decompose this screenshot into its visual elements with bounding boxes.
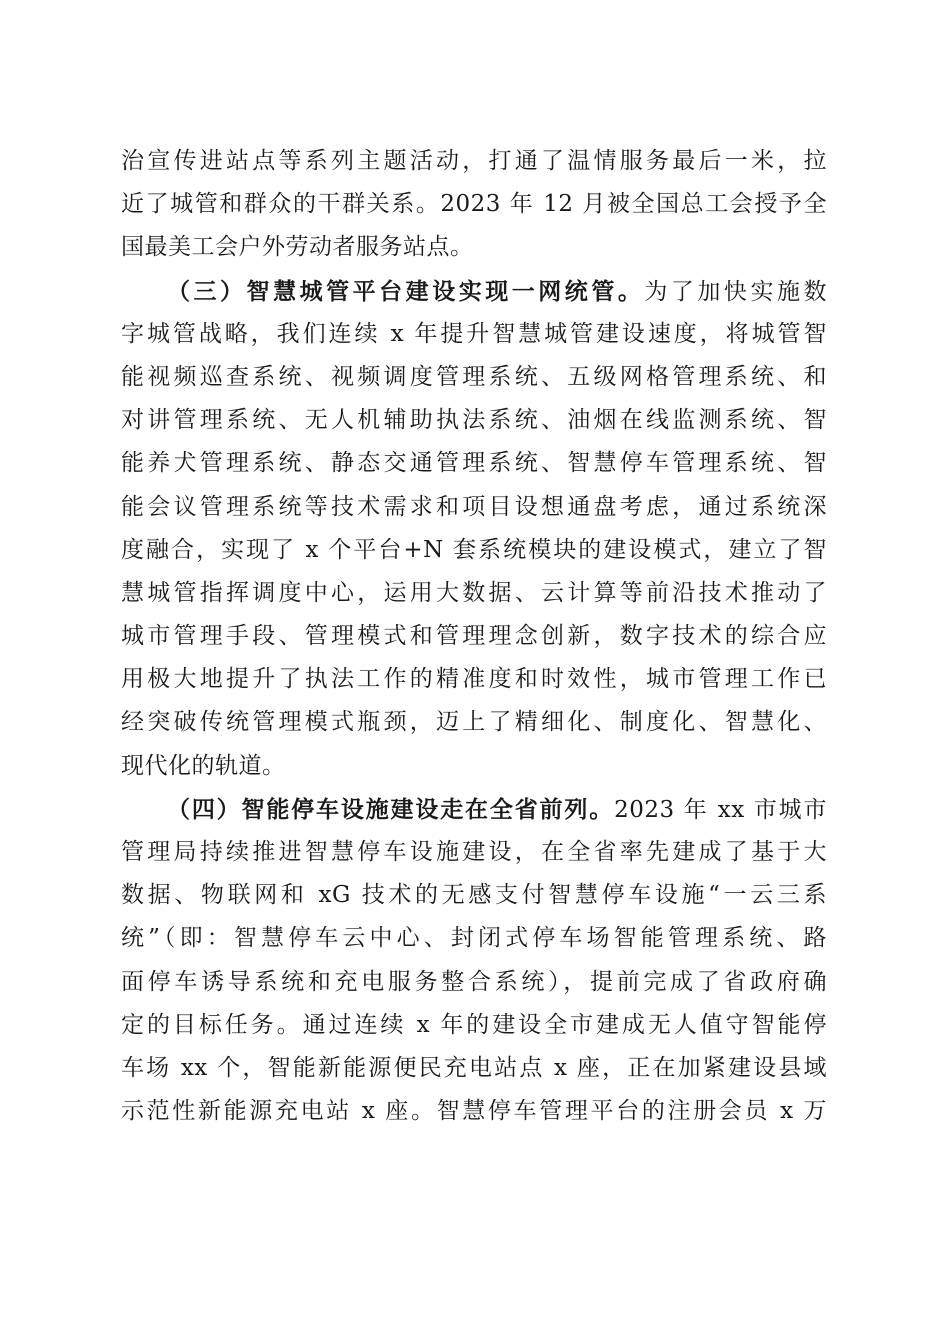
text-line: 统”（即：智慧停车云中心、封闭式停车场智能管理系统、路 bbox=[121, 925, 827, 952]
text-line: 车场 xx 个，智能新能源便民充电站点 x 座，正在加紧建设县域 bbox=[121, 1054, 827, 1081]
text-line: 慧城管指挥调度中心，运用大数据、云计算等前沿技术推动了 bbox=[121, 579, 827, 606]
text-line: 度融合，实现了 x 个平台+N 套系统模块的建设模式，建立了智 bbox=[121, 536, 827, 563]
text-line: 近了城管和群众的干群关系。2023 年 12 月被全国总工会授予全 bbox=[121, 191, 827, 218]
paragraph-smart-city-platform bbox=[121, 270, 827, 788]
section-heading-three: （三）智慧城管平台建设实现一网统管。 bbox=[167, 277, 645, 305]
text-line: 能会议管理系统等技术需求和项目设想通盘考虑，通过系统深 bbox=[121, 493, 827, 520]
paragraph-first-line bbox=[121, 788, 827, 831]
text-line: 城市管理手段、管理模式和管理理念创新，数字技术的综合应 bbox=[121, 623, 827, 650]
text-line: 字城管战略，我们连续 x 年提升智慧城管建设速度，将城管智 bbox=[121, 320, 827, 347]
document-body bbox=[121, 140, 827, 1133]
text-line: 定的目标任务。通过连续 x 年的建设全市建成无人值守智能停 bbox=[121, 1011, 827, 1038]
text-line: 对讲管理系统、无人机辅助执法系统、油烟在线监测系统、智 bbox=[121, 407, 827, 434]
paragraph-smart-parking bbox=[121, 788, 827, 1134]
text-line: 示范性新能源充电站 x 座。智慧停车管理平台的注册会员 x 万 bbox=[121, 1098, 827, 1125]
text-line: 数据、物联网和 xG 技术的无感支付智慧停车设施“一云三系 bbox=[121, 882, 827, 909]
text-line: 能养犬管理系统、静态交通管理系统、智慧停车管理系统、智 bbox=[121, 450, 827, 477]
text-line: 经突破传统管理模式瓶颈，迈上了精细化、制度化、智慧化、 bbox=[121, 709, 827, 736]
text-line: 现代化的轨道。 bbox=[121, 752, 286, 779]
text-span: 为了加快实施数 bbox=[644, 278, 828, 305]
text-line: 能视频巡查系统、视频调度管理系统、五级网格管理系统、和 bbox=[121, 363, 827, 390]
text-line: 治宣传进站点等系列主题活动，打通了温情服务最后一米，拉 bbox=[121, 148, 827, 174]
text-line: 管理局持续推进智慧停车设施建设，在全省率先建成了基于大 bbox=[121, 839, 827, 865]
text-line: 用极大地提升了执法工作的精准度和时效性，城市管理工作已 bbox=[121, 666, 827, 693]
paragraph-volunteer-service bbox=[121, 140, 827, 270]
paragraph-first-line bbox=[121, 270, 827, 313]
text-line: 面停车诱导系统和充电服务整合系统），提前完成了省政府确 bbox=[121, 968, 827, 995]
section-heading-four: （四）智能停车设施建设走在全省前列。 bbox=[167, 795, 615, 823]
text-span: 2023 年 xx 市城市 bbox=[614, 796, 827, 823]
text-line: 国最美工会户外劳动者服务站点。 bbox=[121, 234, 474, 261]
